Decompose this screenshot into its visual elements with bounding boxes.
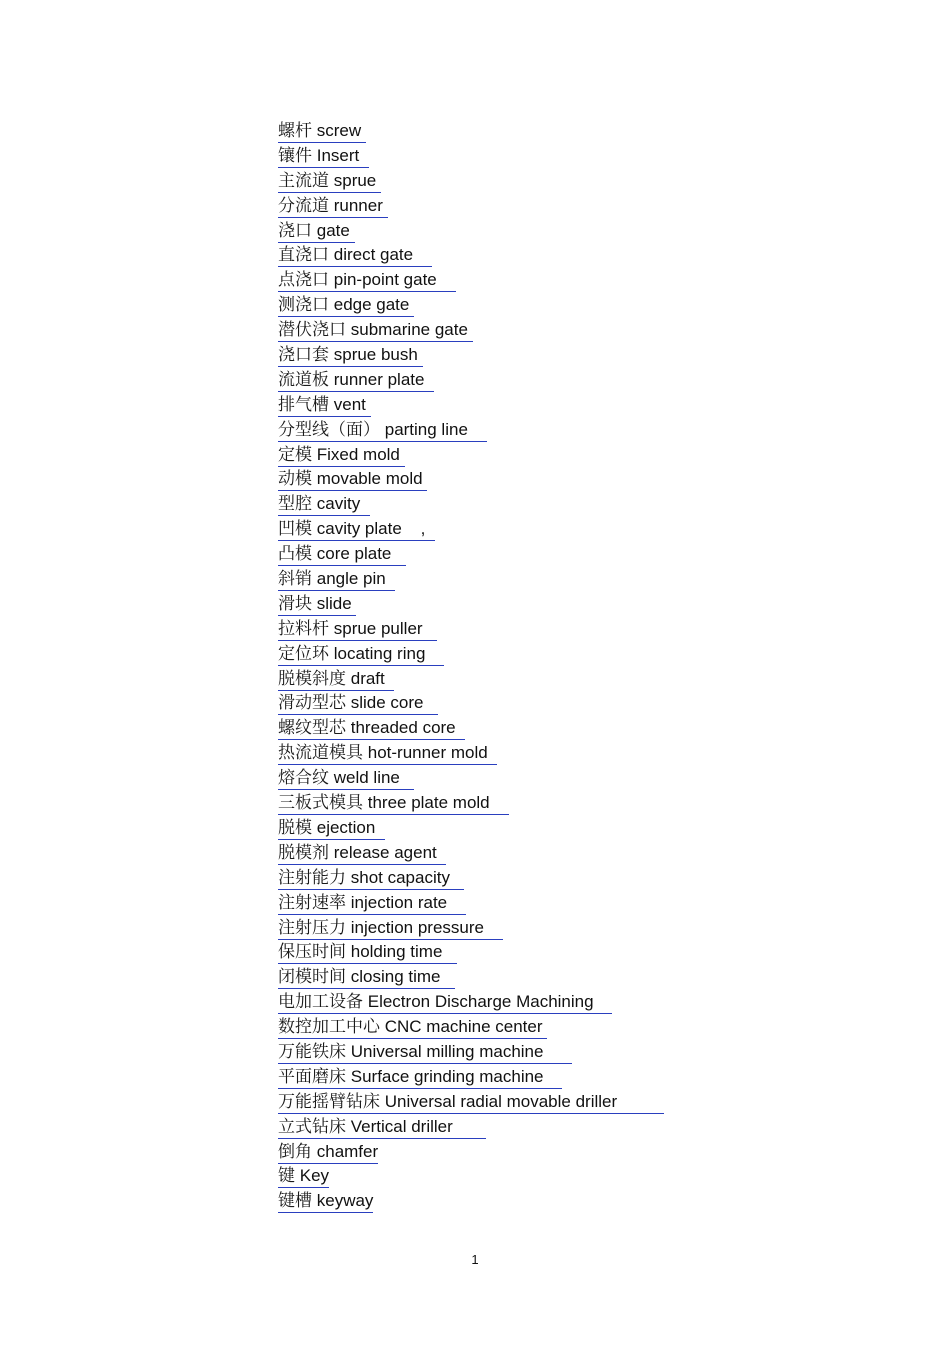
term-chinese: 注射能力: [278, 867, 346, 888]
underline-tail: [441, 967, 455, 986]
glossary-item: [278, 1189, 664, 1214]
term-english: sprue puller: [333, 618, 423, 638]
glossary-item: [278, 841, 664, 866]
term-english: core plate: [316, 544, 392, 564]
glossary-term-link[interactable]: [278, 817, 385, 840]
term-chinese: 浇口套: [278, 345, 329, 366]
term-chinese: 凹模: [278, 519, 312, 540]
term-english: cavity: [316, 494, 361, 514]
term-english: vent: [333, 394, 366, 414]
underline-tail: [391, 544, 405, 563]
glossary-item: [278, 716, 664, 741]
term-chinese: 键: [278, 1166, 295, 1187]
underline-tail: [543, 1042, 571, 1061]
glossary-term-link[interactable]: [278, 419, 487, 442]
term-english: slide core: [350, 693, 424, 713]
term-chinese: 定位环: [278, 643, 329, 664]
term-chinese: 万能铁床: [278, 1041, 346, 1062]
term-english: Fixed mold: [316, 444, 400, 464]
term-english: runner plate: [333, 369, 425, 389]
glossary-term-link[interactable]: [278, 493, 370, 516]
term-chinese: 脱模斜度: [278, 668, 346, 689]
term-english: closing time: [350, 967, 441, 987]
term-english: injection rate: [350, 892, 448, 912]
term-chinese: 凸模: [278, 544, 312, 565]
underline-tail: [359, 146, 368, 165]
term-chinese: 排气槽: [278, 394, 329, 415]
glossary-item: [278, 343, 664, 368]
glossary-term-link[interactable]: [278, 244, 432, 267]
glossary-item: [278, 1015, 664, 1040]
term-chinese: 倒角: [278, 1141, 312, 1162]
term-english: cavity plate: [316, 519, 402, 539]
term-chinese: 滑动型芯: [278, 693, 346, 714]
term-english: chamfer: [316, 1141, 379, 1161]
glossary-term-link[interactable]: [278, 917, 503, 940]
term-english: draft: [350, 668, 385, 688]
glossary-item: [278, 492, 664, 517]
glossary-term-link[interactable]: [278, 269, 456, 292]
glossary-term-link[interactable]: [278, 991, 612, 1014]
glossary-term-link[interactable]: [278, 145, 369, 168]
term-english: submarine gate: [350, 320, 468, 340]
glossary-item: [278, 891, 664, 916]
underline-tail: [424, 370, 433, 389]
glossary-term-link[interactable]: [278, 444, 405, 467]
term-english: parting line: [384, 419, 468, 439]
underline-tail: [450, 868, 464, 887]
term-chinese: 点浇口: [278, 270, 329, 291]
term-chinese: 型腔: [278, 494, 312, 515]
underline-tail: [490, 793, 509, 812]
glossary-term-link[interactable]: [278, 468, 427, 491]
term-english: release agent: [333, 842, 437, 862]
underline-tail: [544, 1067, 563, 1086]
underline-tail: [376, 171, 381, 190]
glossary-term-link[interactable]: [278, 294, 414, 317]
glossary-item: [278, 766, 664, 791]
term-english: Electron Discharge Machining: [367, 992, 594, 1012]
term-english: direct gate: [333, 245, 414, 265]
glossary-term-link[interactable]: [278, 543, 406, 566]
glossary-item: [278, 1115, 664, 1140]
term-chinese: 螺纹型芯: [278, 718, 346, 739]
underline-tail: [361, 121, 366, 140]
glossary-term-link[interactable]: [278, 767, 414, 790]
term-english: slide: [316, 593, 352, 613]
term-english: edge gate: [333, 295, 410, 315]
glossary-item: [278, 1140, 664, 1165]
glossary-item: [278, 816, 664, 841]
glossary-item: [278, 219, 664, 244]
glossary-term-link[interactable]: [278, 1141, 378, 1164]
glossary-term-link[interactable]: [278, 1066, 562, 1089]
term-english: Key: [299, 1166, 330, 1186]
glossary-item: [278, 194, 664, 219]
glossary-term-link[interactable]: [278, 1016, 547, 1039]
underline-tail: [418, 345, 423, 364]
glossary-term-link[interactable]: [278, 220, 355, 243]
underline-tail: [468, 420, 487, 439]
term-chinese: 拉料杆: [278, 618, 329, 639]
term-chinese: 镶件: [278, 145, 312, 166]
term-english: Insert: [316, 145, 360, 165]
glossary-item: [278, 592, 664, 617]
glossary-term-link[interactable]: [278, 120, 366, 143]
underline-tail: [437, 843, 446, 862]
glossary-item: [278, 1164, 664, 1189]
term-chinese: 保压时间: [278, 942, 346, 963]
term-english: Universal radial movable driller: [384, 1091, 618, 1111]
glossary-item: [278, 443, 664, 468]
underline-tail: [424, 693, 438, 712]
glossary-item: [278, 467, 664, 492]
glossary-item: [278, 866, 664, 891]
underline-tail: [468, 320, 473, 339]
glossary-item: [278, 243, 664, 268]
glossary-item: [278, 916, 664, 941]
term-english: ejection: [316, 817, 376, 837]
glossary-item: [278, 119, 664, 144]
glossary-item: [278, 169, 664, 194]
term-chinese: 主流道: [278, 170, 329, 191]
glossary-item: [278, 1040, 664, 1065]
underline-tail: [400, 445, 405, 464]
underline-tail: [360, 494, 369, 513]
term-chinese: 直浇口: [278, 245, 329, 266]
underline-tail: [594, 992, 613, 1011]
glossary-term-link[interactable]: [278, 966, 455, 989]
underline-tail: [423, 619, 437, 638]
term-chinese: 潜伏浇口: [278, 320, 346, 341]
glossary-term-link[interactable]: [278, 369, 434, 392]
glossary-term-link[interactable]: [278, 394, 371, 417]
glossary-term-link[interactable]: [278, 742, 497, 765]
underline-tail: [375, 818, 384, 837]
term-english: injection pressure: [350, 917, 484, 937]
page-number: 1: [471, 1252, 479, 1267]
glossary-term-link[interactable]: [278, 668, 394, 691]
term-chinese: 测浇口: [278, 295, 329, 316]
term-chinese: 动模: [278, 469, 312, 490]
term-english: CNC machine center: [384, 1017, 543, 1037]
glossary-item: [278, 368, 664, 393]
underline-tail: [617, 1092, 664, 1111]
underline-tail: ,: [401, 519, 435, 539]
glossary-item: [278, 617, 664, 642]
glossary-item: [278, 293, 664, 318]
term-chinese: 熔合纹: [278, 768, 329, 789]
term-chinese: 分流道: [278, 195, 329, 216]
glossary-item: [278, 542, 664, 567]
term-english: keyway: [316, 1191, 374, 1211]
term-english: screw: [316, 121, 362, 140]
term-chinese: 万能摇臂钻床: [278, 1091, 380, 1112]
term-english: three plate mold: [367, 793, 490, 813]
glossary-term-link[interactable]: [278, 618, 437, 641]
glossary-term-link[interactable]: [278, 568, 395, 591]
glossary-term-link[interactable]: [278, 593, 356, 616]
glossary-item: [278, 667, 664, 692]
glossary-term-link[interactable]: [278, 941, 457, 964]
term-chinese: 注射压力: [278, 917, 346, 938]
glossary-term-link[interactable]: [278, 170, 381, 193]
term-chinese: 注射速率: [278, 892, 346, 913]
glossary-term-link[interactable]: [278, 643, 444, 666]
glossary-term-link[interactable]: [278, 867, 464, 890]
term-english: sprue: [333, 170, 377, 190]
glossary-term-link[interactable]: [278, 344, 423, 367]
glossary-item: [278, 990, 664, 1015]
term-chinese: 平面磨床: [278, 1066, 346, 1087]
term-chinese: 键槽: [278, 1191, 312, 1212]
underline-tail: [400, 768, 414, 787]
term-english: Surface grinding machine: [350, 1066, 544, 1086]
term-chinese: 电加工设备: [278, 992, 363, 1013]
term-chinese: 立式钻床: [278, 1116, 346, 1137]
underline-tail: [383, 196, 388, 215]
term-chinese: 滑块: [278, 593, 312, 614]
underline-tail: [437, 270, 456, 289]
glossary-item: [278, 268, 664, 293]
glossary-item: [278, 691, 664, 716]
term-english: Vertical driller: [350, 1116, 453, 1136]
term-english: runner: [333, 195, 383, 215]
underline-tail: [442, 942, 456, 961]
glossary-item: [278, 642, 664, 667]
term-chinese: 脱模剂: [278, 842, 329, 863]
term-english: gate: [316, 220, 350, 240]
underline-tail: [366, 395, 371, 414]
underline-tail: [453, 1117, 486, 1136]
glossary-list: [278, 119, 664, 1214]
term-chinese: 脱模: [278, 817, 312, 838]
term-chinese: 闭模时间: [278, 967, 346, 988]
term-chinese: 浇口: [278, 220, 312, 241]
term-english: angle pin: [316, 569, 386, 589]
underline-tail: [423, 469, 428, 488]
underline-tail: [409, 295, 414, 314]
glossary-item: [278, 418, 664, 443]
glossary-term-link[interactable]: [278, 1116, 486, 1139]
term-chinese: 三板式模具: [278, 793, 363, 814]
underline-tail: [350, 221, 355, 240]
glossary-term-link[interactable]: [278, 842, 446, 865]
glossary-term-link[interactable]: [278, 717, 465, 740]
underline-tail: [447, 893, 466, 912]
term-english: hot-runner mold: [367, 743, 488, 763]
underline-tail: [385, 669, 394, 688]
underline-tail: [488, 743, 497, 762]
term-chinese: 螺杆: [278, 121, 312, 141]
glossary-term-link[interactable]: [278, 319, 473, 342]
glossary-item: [278, 318, 664, 343]
glossary-item: [278, 393, 664, 418]
glossary-item: [278, 567, 664, 592]
underline-tail: [386, 569, 395, 588]
glossary-term-link[interactable]: [278, 1190, 373, 1213]
term-chinese: 热流道模具: [278, 743, 363, 764]
underline-tail: [413, 245, 432, 264]
term-chinese: 流道板: [278, 369, 329, 390]
term-english: sprue bush: [333, 345, 418, 365]
term-chinese: 分型线（面）: [278, 419, 380, 440]
term-english: holding time: [350, 942, 443, 962]
glossary-term-link[interactable]: [278, 892, 466, 915]
glossary-item: [278, 965, 664, 990]
term-chinese: 数控加工中心: [278, 1017, 380, 1038]
term-english: movable mold: [316, 469, 423, 489]
glossary-item: [278, 517, 664, 542]
underline-tail: [425, 644, 444, 663]
glossary-item: [278, 940, 664, 965]
glossary-term-link[interactable]: [278, 195, 388, 218]
underline-tail: [456, 718, 465, 737]
glossary-item: [278, 1090, 664, 1115]
underline-tail: [484, 918, 503, 937]
term-english: weld line: [333, 768, 400, 788]
term-english: threaded core: [350, 718, 456, 738]
glossary-item: [278, 1065, 664, 1090]
glossary-term-link[interactable]: [278, 1041, 572, 1064]
term-english: locating ring: [333, 643, 426, 663]
glossary-term-link[interactable]: [278, 792, 509, 815]
term-chinese: 定模: [278, 444, 312, 465]
underline-tail: [543, 1017, 548, 1036]
term-english: shot capacity: [350, 867, 450, 887]
glossary-item: [278, 791, 664, 816]
term-english: pin-point gate: [333, 270, 437, 290]
glossary-item: [278, 144, 664, 169]
glossary-term-link[interactable]: [278, 692, 438, 715]
glossary-term-link[interactable]: [278, 1091, 664, 1114]
underline-tail: [352, 594, 357, 613]
glossary-term-link[interactable]: [278, 518, 435, 541]
term-chinese: 斜销: [278, 569, 312, 590]
glossary-item: [278, 741, 664, 766]
glossary-term-link[interactable]: [278, 1165, 329, 1188]
term-english: Universal milling machine: [350, 1041, 544, 1061]
